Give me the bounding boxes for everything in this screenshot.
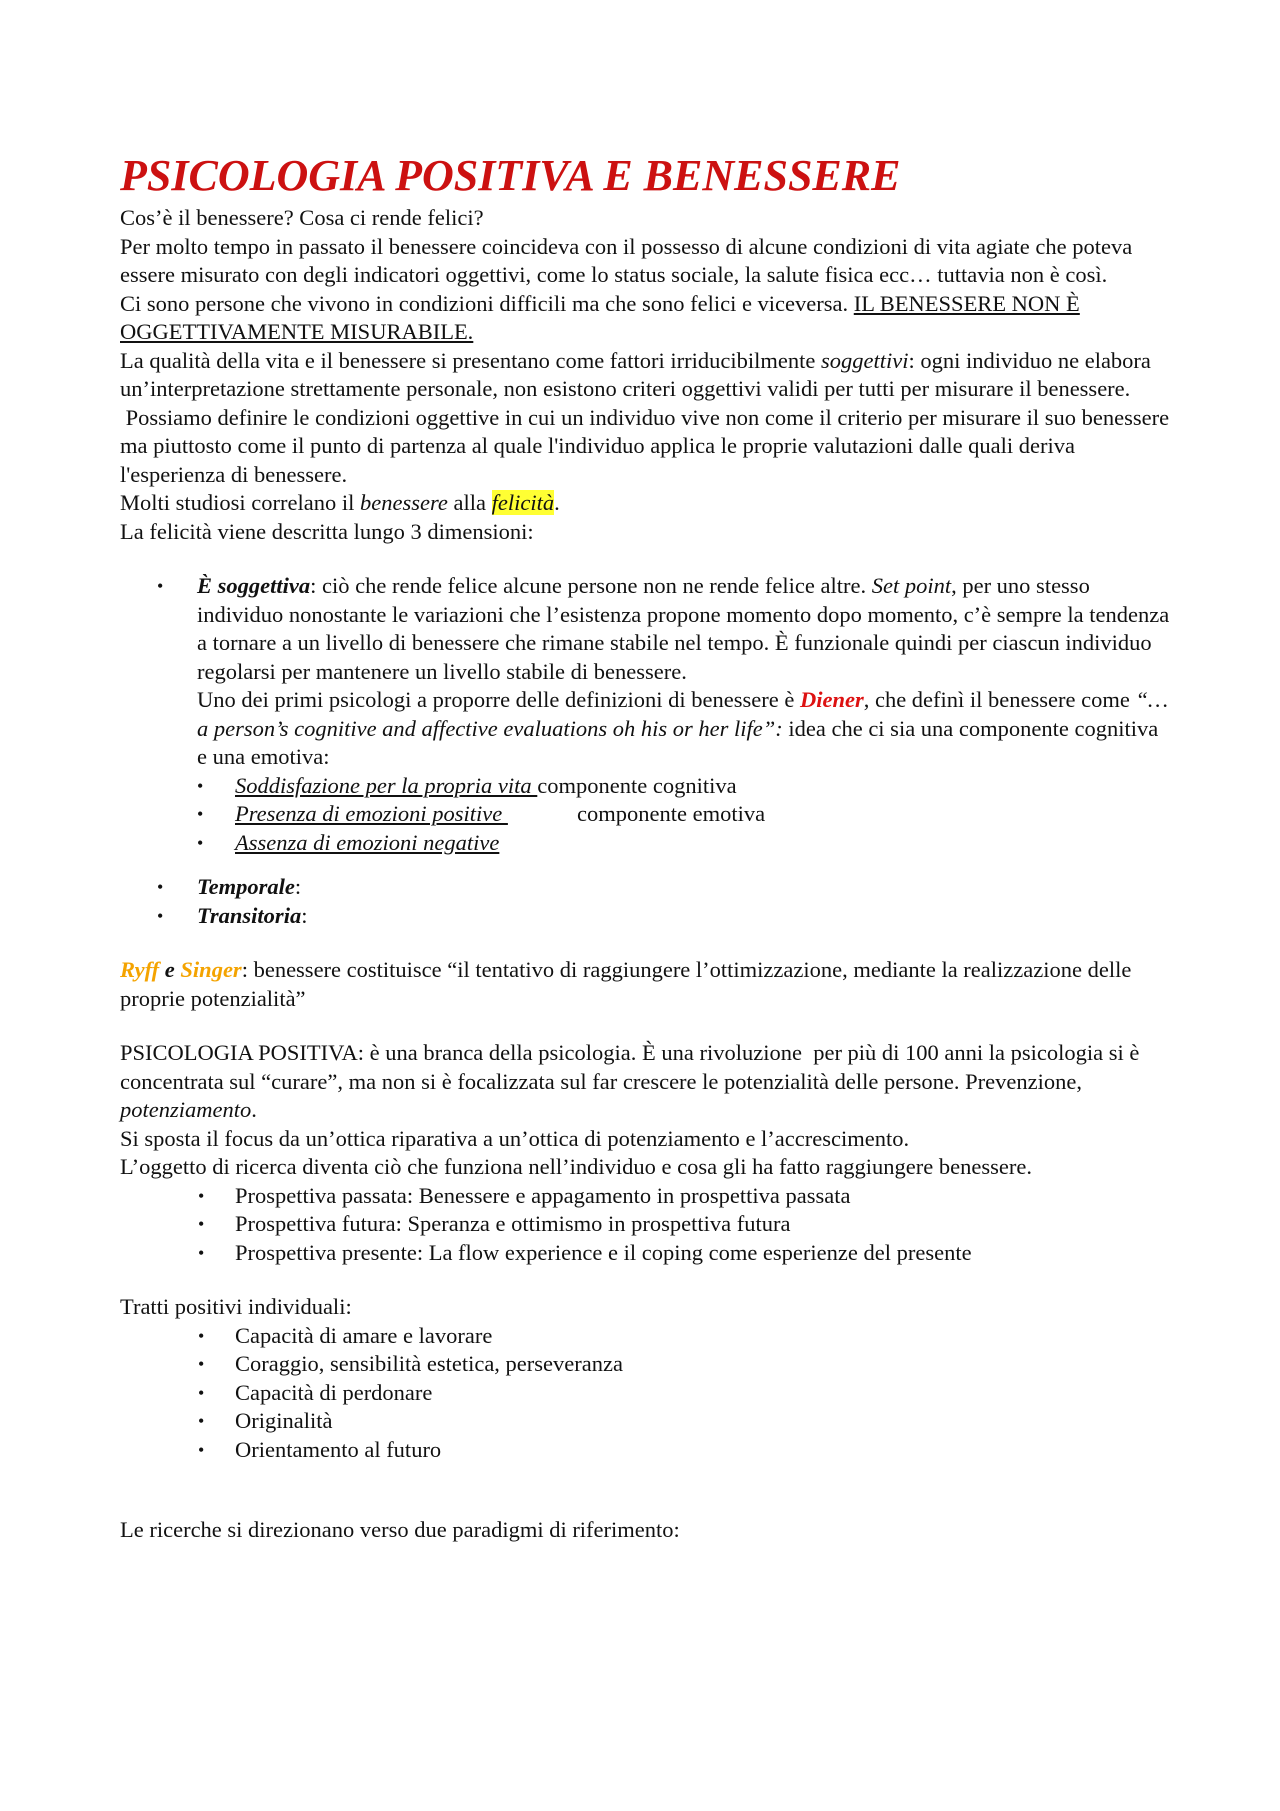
list-item: [157, 873, 1170, 902]
closing-sentence: Le ricerche si direzionano verso due paradigmi di riferimento:: [120, 1517, 680, 1542]
pp-text-c: .: [251, 1097, 257, 1122]
dimension-1-text-a: : ciò che rende felice alcune persone non ne rende felice altre.: [310, 573, 872, 598]
dimension-3-label: Transitoria: [197, 902, 302, 928]
colon: :: [294, 874, 302, 899]
intro-p5-text-c: alla: [447, 490, 492, 515]
list-item: [197, 829, 1170, 858]
diener-name: Diener: [799, 687, 864, 712]
diener-text-c: idea che ci sia una componente cognitiva e una emotiva:: [197, 715, 1159, 769]
intro-p3-text-c: : ogni individuo ne elabora un’interpretazione strettamente personale, non esistono criteri oggettivi validi per tutti per misurare il benessere.: [120, 347, 1151, 401]
traits-list: [198, 1322, 1170, 1465]
underlined-statement: IL BENESSERE NON È OGGETTIVAMENTE MISURABILE.: [120, 290, 1080, 344]
highlighted-word: felicità: [491, 490, 555, 515]
component-type: componente emotiva: [577, 801, 766, 826]
list-item: • Coraggio, sensibilità estetica, perseveranza: [198, 1350, 1170, 1379]
ryff-singer-text: : benessere costituisce “il tentativo di raggiungere l’ottimizzazione, mediante la realizzazione delle proprie potenzialità”: [120, 957, 1132, 1011]
component-item: Presenza di emozioni positive: [235, 801, 508, 826]
diener-text-a: Uno dei primi psicologi a proporre delle definizioni di benessere è: [197, 687, 800, 712]
perspectives-list: [198, 1182, 1170, 1268]
list-item: • Capacità di perdonare: [198, 1379, 1170, 1408]
page-title: PSICOLOGIA POSITIVA E BENESSERE: [120, 151, 901, 200]
list-item: • Prospettiva futura: Speranza e ottimismo in prospettiva futura: [198, 1210, 1170, 1239]
dimension-1-text-c: , per uno stesso individuo nonostante le variazioni che l’esistenza propone momento dopo momento, c’è sempre la tendenza a tornare a un livello di benessere che rimane stabile nel tempo. È funzionale quindi per ciascun individuo regolarsi per mantenere un livello stabile di benessere.: [197, 573, 1170, 684]
intro-paragraph-2: [120, 290, 1170, 347]
intro-question: Cos’è il benessere? Cosa ci rende felici?: [120, 205, 484, 230]
dimension-1-label: È soggettiva: [197, 573, 311, 598]
dimension-1-text: [197, 572, 1170, 686]
components-list: [197, 772, 1170, 858]
ryff-and: e: [159, 957, 181, 982]
intro-paragraph-4: Possiamo definire le condizioni oggettive in cui un individuo vive non come il criterio per misurare il suo benessere ma piuttosto come il punto di partenza al quale l'individuo applica le proprie valutazioni dalle quali deriva l'esperienza di benessere.: [120, 404, 1175, 487]
pp-paragraph-3: L’oggetto di ricerca diventa ciò che funziona nell’individuo e cosa gli ha fatto raggiungere benessere.: [120, 1154, 1032, 1179]
pp-text-a: PSICOLOGIA POSITIVA: è una branca della psicologia. È una rivoluzione per più di 100 anni la psicologia si è concentrata sul “curare”, ma non si è focalizzata sul far crescere le potenzialità delle persone. Prevenzione,: [120, 1040, 1146, 1094]
colon: :: [301, 902, 308, 928]
singer-name: Singer: [180, 957, 242, 982]
intro-p5-text-e: .: [554, 490, 560, 515]
diener-quote: “… a person’s cognitive and affective evaluations oh his or her life”:: [197, 687, 1168, 741]
intro-paragraph-3: [120, 347, 1170, 404]
diener-paragraph: [197, 686, 1170, 772]
component-item: Soddisfazione per la propria vita: [235, 772, 538, 798]
list-item: • Originalità: [198, 1407, 1170, 1436]
diener-text-b: , che definì il benessere come: [863, 687, 1136, 712]
ryff-singer-paragraph: [120, 956, 1170, 1013]
pp-paragraph-2: Si sposta il focus da un’ottica riparativa a un’ottica di potenziamento e l’accrescimento.: [120, 1125, 910, 1151]
intro-paragraph-1: Per molto tempo in passato il benessere coincideva con il possesso di alcune condizioni di vita agiate che poteva essere misurato con degli indicatori oggettivi, come lo status sociale, la salute fisica ecc… tuttavia non è così.: [120, 233, 1133, 287]
intro-paragraph-6: La felicità viene descritta lungo 3 dimensioni:: [120, 518, 534, 544]
intro-p3-text-a: La qualità della vita e il benessere si presentano come fattori irriducibilmente: [120, 347, 821, 373]
pp-italic: potenziamento: [120, 1097, 252, 1122]
intro-p5-text-a: Molti studiosi correlano il: [120, 490, 360, 515]
list-item: [197, 772, 1170, 801]
intro-p5-italic: benessere: [359, 490, 448, 515]
traits-heading: Tratti positivi individuali:: [120, 1294, 352, 1319]
intro-p3-italic: soggettivi: [820, 347, 909, 373]
document-page: [120, 150, 1175, 1545]
set-point-term: Set point: [871, 573, 952, 598]
dimension-2-label: Temporale: [197, 874, 295, 899]
positive-psychology-paragraph: [120, 1039, 1170, 1125]
list-item: • Capacità di amare e lavorare: [198, 1322, 1170, 1351]
ryff-name: Ryff: [120, 957, 160, 982]
list-item: [157, 902, 1170, 931]
list-item: [157, 572, 1170, 857]
list-item: • Orientamento al futuro: [198, 1436, 1170, 1465]
list-item: • Prospettiva passata: Benessere e appagamento in prospettiva passata: [198, 1182, 1170, 1211]
component-item: Assenza di emozioni negative: [235, 829, 500, 855]
list-item: [197, 800, 1170, 829]
intro-paragraph-5: [120, 489, 1170, 518]
dimensions-list: [157, 572, 1170, 930]
list-item: • Prospettiva presente: La flow experience e il coping come esperienze del presente: [198, 1239, 1170, 1268]
component-type: componente cognitiva: [537, 772, 737, 798]
intro-p2-text: Ci sono persone che vivono in condizioni difficili ma che sono felici e viceversa.: [120, 290, 854, 316]
